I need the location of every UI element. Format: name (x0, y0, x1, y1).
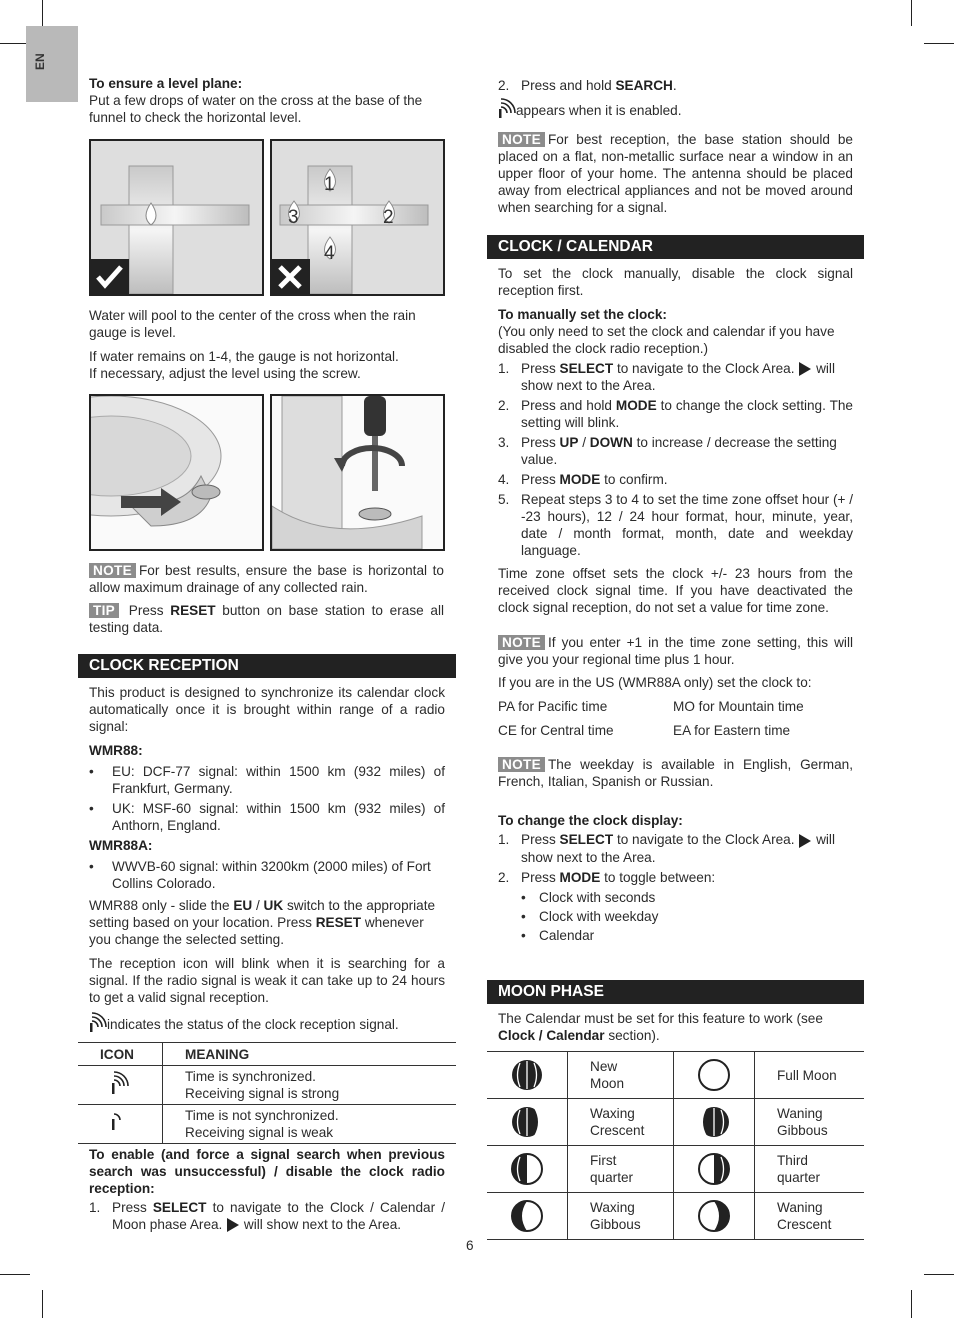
crop-mark (42, 0, 43, 26)
list-item: 5. Repeat steps 3 to 4 to set the time zone offset hour (+ / -23 hours), 12 / 24 hour format, hour, minute, year, date / month format, month, date and weekday language. (498, 492, 853, 559)
list-item: • UK: MSF-60 signal: within 1500 km (932 miles) of Anthorn, England. (89, 801, 445, 833)
list-item: • Calendar (521, 927, 595, 943)
signal-strong-icon (498, 97, 516, 119)
moon-phase-table (487, 1051, 864, 1240)
force-search-title: To enable (and force a signal search when previous search was unsuccessful) / disable the clock radio reception: (89, 1147, 445, 1196)
list-item: • Clock with seconds (521, 889, 656, 905)
list-item: 4. Press MODE to confirm. (498, 472, 668, 488)
clock-reception-section (78, 654, 456, 1236)
us-text: If you are in the US (WMR88A only) set the clock to: (498, 675, 812, 691)
base-foot-drawing (91, 396, 262, 549)
manual-set-title: To manually set the clock: (498, 307, 667, 322)
crop-mark (911, 0, 912, 26)
cross-number-2: 2 (383, 207, 394, 228)
note-text: For best reception, the base station should be placed on a flat, non-metallic surface near a window in an upper floor of your home. The antenna should be placed away from electrical appliances and not be moved around when searching for a signal. (498, 132, 853, 215)
tip-text: Press (128, 603, 164, 618)
list-item: 2. Press and hold SEARCH. (498, 78, 677, 93)
signal-strong-icon (89, 1011, 107, 1033)
clock-calendar-intro: To set the clock manually, disable the clock signal reception first. (498, 266, 853, 298)
cross-number-3: 3 (288, 207, 299, 228)
list-item: 3. Press UP / DOWN to increase / decrease the setting value. (498, 435, 837, 468)
note-text: The weekday is available in English, German, French, Italian, Spanish or Russian. (498, 757, 853, 790)
list-item: • EU: DCF-77 signal: within 1500 km (932 miles) of Frankfurt, Germany. (89, 764, 445, 796)
table-row: Waxing Crescent Waning Gibbous (487, 1099, 864, 1146)
tip-text-end: button on base station to erase all testing data. (89, 603, 444, 635)
clock-reception-intro: This product is designed to synchronize its calendar clock automatically once it is brought within range of a radio signal: (89, 685, 445, 734)
tip-reset-keyword: RESET (170, 603, 216, 618)
moon-phase-section (487, 980, 864, 1240)
table-row: Time is not synchronized. Receiving signal is weak (78, 1105, 456, 1144)
waxing-crescent-icon (510, 1105, 544, 1139)
reception-icon-table (78, 1042, 456, 1144)
display-title: To change the clock display: (498, 813, 683, 829)
first-quarter-icon (510, 1152, 544, 1186)
table-header-icon: ICON (78, 1043, 163, 1066)
list-item: • WWVB-60 signal: within 3200km (2000 miles) of Fort Collins Colorado. (89, 859, 431, 891)
list-item: 1. Press SELECT to navigate to the Clock / Calendar / Moon phase Area. will show next to the Area. (89, 1200, 445, 1232)
crop-mark (911, 1290, 912, 1318)
list-item: 1. Press SELECT to navigate to the Clock Area. will show next to the Area. (498, 361, 835, 394)
full-moon-icon (697, 1058, 731, 1092)
crop-mark (924, 43, 954, 44)
language-tab (26, 26, 78, 102)
list-item: 2. Press MODE to toggle between: • Clock with seconds • Clock with weekday • Calendar (498, 869, 853, 944)
arrow-right-icon (226, 1217, 240, 1233)
note-badge: NOTE (498, 635, 545, 650)
left-column-2 (89, 307, 444, 388)
level-incorrect-illustration (270, 139, 445, 296)
status-text-line: indicates the status of the clock reception signal. (89, 1011, 445, 1033)
list-item: 1. Press SELECT to navigate to the Clock Area. will show next to the Area. (498, 832, 835, 865)
note-text: For best results, ensure the base is horizontal to allow maximum drainage of any collected rain. (89, 563, 444, 595)
table-row: New Moon Full Moon (487, 1052, 864, 1099)
wmr88-title: WMR88: (89, 743, 143, 758)
table-row: First quarter Third quarter (487, 1146, 864, 1193)
language-label: EN (33, 53, 47, 70)
wmr88a-title: WMR88A: (89, 838, 153, 853)
water-cross-drawing (272, 141, 443, 294)
clock-calendar-section (487, 235, 864, 947)
note-badge: NOTE (498, 132, 545, 147)
arrow-right-icon (798, 361, 812, 377)
table-row: Time is synchronized. Receiving signal is strong (78, 1066, 456, 1105)
screwdriver-drawing (272, 396, 443, 549)
waning-crescent-icon (697, 1199, 731, 1233)
timezone-row: CE for Central time EA for Eastern time (498, 723, 791, 739)
enabled-text-line: appears when it is enabled. (498, 97, 853, 119)
left-column (89, 75, 444, 132)
remain-text-2: If necessary, adjust the level using the screw. (89, 366, 361, 381)
clock-calendar-heading: CLOCK / CALENDAR (487, 235, 864, 259)
manual-set-note: (You only need to set the clock and calendar if you have disabled the clock radio reception.) (498, 324, 835, 356)
screw-adjust-illustration (270, 394, 445, 551)
moon-phase-intro: The Calendar must be set for this feature to work (see Clock / Calendar section). (498, 1011, 823, 1043)
table-row: Waxing Gibbous Waning Crescent (487, 1193, 864, 1240)
list-item: 2. Press and hold MODE to change the clock setting. The setting will blink. (498, 398, 853, 431)
new-moon-icon (510, 1058, 544, 1092)
note-badge: NOTE (498, 757, 545, 772)
tip-badge: TIP (89, 603, 119, 618)
blink-text: The reception icon will blink when it is searching for a signal. If the radio signal is weak it can take up to 24 hours to get a valid signal reception. (89, 956, 445, 1005)
signal-weak-icon (111, 1107, 129, 1135)
crop-mark (924, 1274, 954, 1275)
page-number: 6 (466, 1238, 474, 1253)
clock-reception-heading: CLOCK RECEPTION (78, 654, 456, 678)
third-quarter-icon (697, 1152, 731, 1186)
cross-number-4: 4 (324, 243, 335, 264)
switch-text: WMR88 only - slide the EU / UK switch to the appropriate setting based on your location. Press RESET whenever you change the selected setting. (89, 898, 436, 947)
timezone-row: PA for Pacific time MO for Mountain time (498, 699, 804, 715)
remain-text-1: If water remains on 1-4, the gauge is not horizontal. (89, 349, 399, 364)
right-column (498, 77, 853, 222)
level-correct-illustration (89, 139, 264, 296)
water-cross-drawing (91, 141, 262, 294)
arrow-right-icon (798, 833, 812, 849)
note-text: If you enter +1 in the time zone setting, this will give you your regional time plus 1 hour. (498, 635, 853, 668)
level-text: Put a few drops of water on the cross at the base of the funnel to check the horizontal level. (89, 93, 423, 125)
cross-number-1: 1 (324, 174, 335, 195)
note-badge: NOTE (89, 563, 136, 578)
list-item: • Clock with weekday (521, 908, 659, 924)
base-arrow-illustration (89, 394, 264, 551)
crop-mark (0, 1274, 30, 1275)
waning-gibbous-icon (697, 1105, 731, 1139)
level-title: To ensure a level plane: (89, 76, 243, 91)
table-header-meaning: MEANING (163, 1043, 457, 1066)
crop-mark (42, 1290, 43, 1318)
pool-text: Water will pool to the center of the cross when the rain gauge is level. (89, 308, 416, 340)
moon-phase-heading: MOON PHASE (487, 980, 864, 1004)
left-column-3 (89, 562, 444, 642)
waxing-gibbous-icon (510, 1199, 544, 1233)
timezone-text: Time zone offset sets the clock +/- 23 hours from the received clock signal time. If you have deactivated the clock signal reception, do not set a value for time zone. (498, 566, 853, 616)
signal-strong-icon (111, 1068, 129, 1096)
